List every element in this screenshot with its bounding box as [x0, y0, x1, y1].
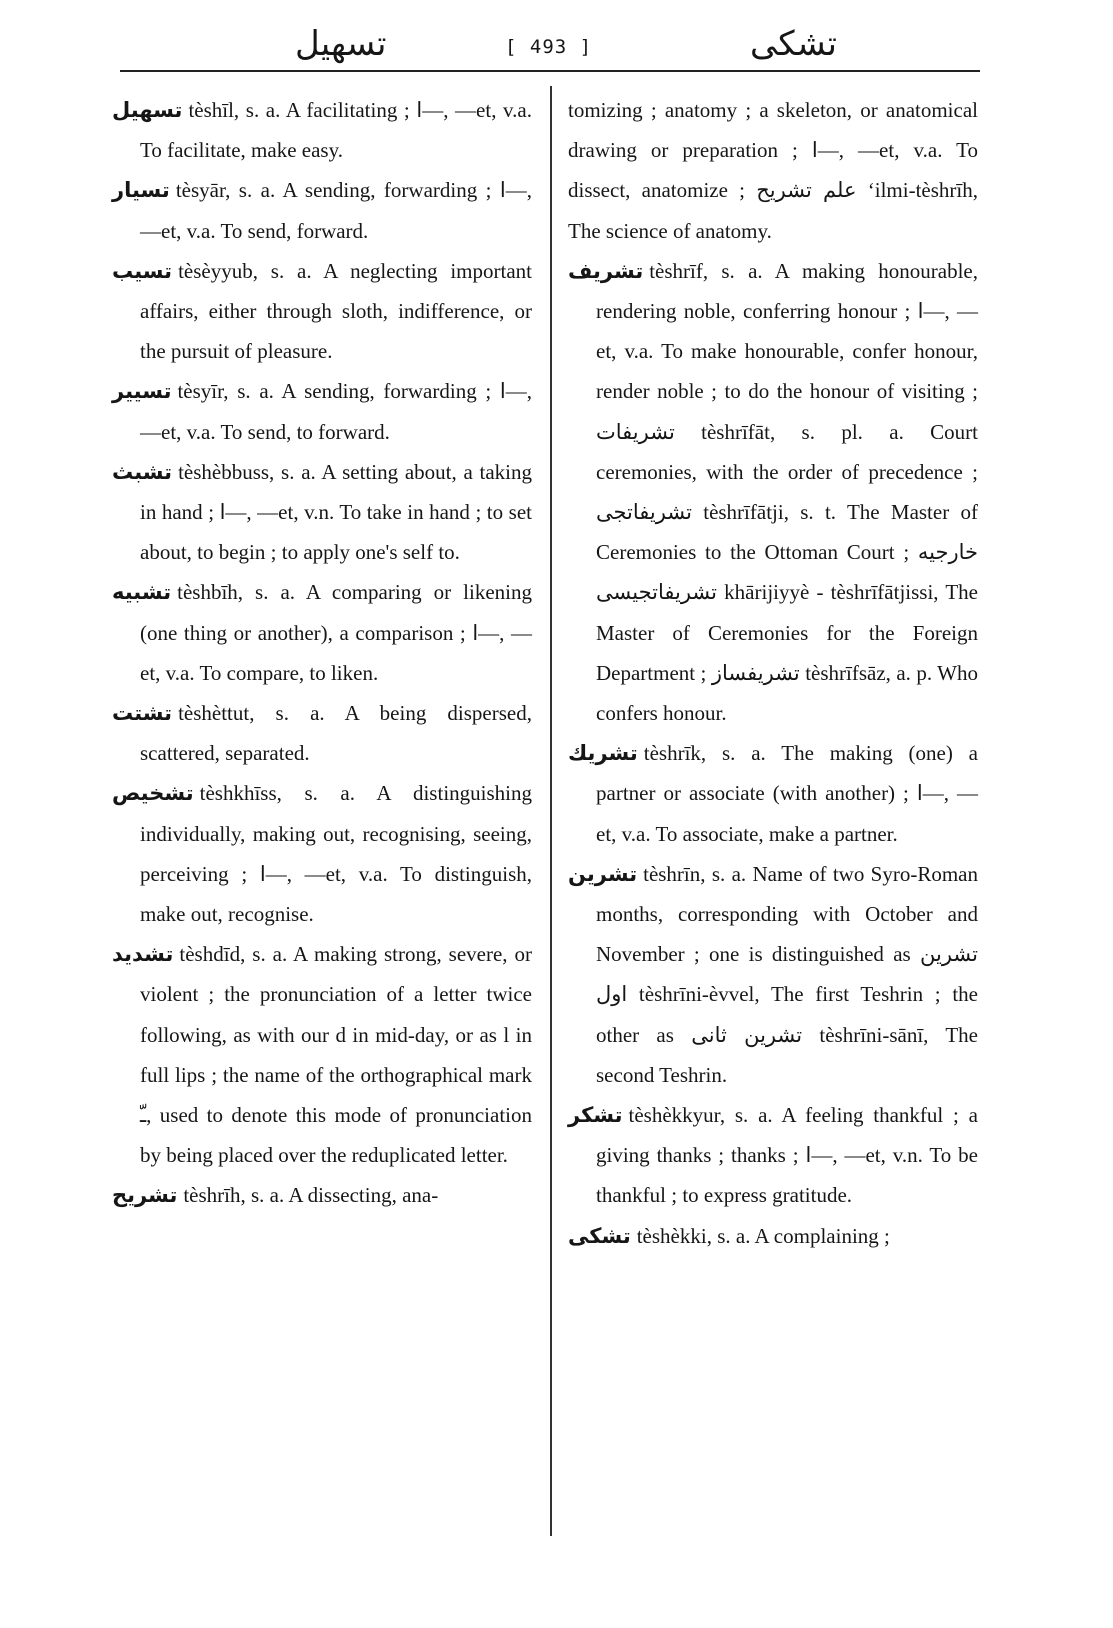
left-running-headword: تسهيل — [295, 24, 387, 64]
entry-teshrih-continued: tomizing ; anatomy ; a skeleton, or anatomical drawing or preparation ; ا—, —et, v.a. To dissect, anatomize ; علم تشريح ʻilmi-tèshrīh, The science of anatomy. — [568, 98, 978, 243]
entry-teshettut: تشتت tèshèttut, s. a. A being dispersed, scattered, separated. — [112, 701, 532, 766]
entry-teshekki: تشكى tèshèkki, s. a. A complaining ; — [568, 1223, 890, 1248]
entry-teshrik: تشريك tèshrīk, s. a. The making (one) a partner or associate (with another) ; ا—, —et, v.a. To associate, make a partner. — [568, 741, 978, 846]
right-running-headword: تشكى — [750, 24, 837, 64]
entry-tesyar: تسيار tèsyār, s. a. A sending, forwarding ; ا—, —et, v.a. To send, forward. — [112, 178, 532, 243]
header-rule — [120, 70, 980, 72]
entry-teshekkyur: تشكر tèshèkkyur, s. a. A feeling thankful ; a giving thanks ; thanks ; ا—, —et, v.n. To be thankful ; to express gratitude. — [568, 1103, 978, 1208]
entry-teshbih: تشبيه tèshbīh, s. a. A comparing or likening (one thing or another), a comparison ; ا—, —et, v.a. To compare, to liken. — [112, 580, 532, 685]
column-divider — [550, 86, 552, 1536]
entry-teseyyub: تسيب tèsèyyub, s. a. A neglecting important affairs, either through sloth, indifference, or the pursuit of pleasure. — [112, 258, 532, 364]
entry-tesyir: تسيير tèsyīr, s. a. A sending, forwarding ; ا—, —et, v.a. To send, to forward. — [112, 379, 532, 444]
entry-teshil: تسهيل tèshīl, s. a. A facilitating ; ا—, —et, v.a. To facilitate, make easy. — [112, 98, 532, 163]
right-column — [568, 90, 978, 1256]
page-number: [ 493 ] — [505, 36, 593, 58]
left-column — [112, 90, 532, 1216]
entry-teshdid: تشديد tèshdīd, s. a. A making strong, severe, or violent ; the pronunciation of a letter twice following, as with our d in mid-day, or as l in full lips ; the name of the orthographical mark ـّ, used to denote this mode of pronunciation by being placed over the reduplicated letter. — [112, 942, 532, 1168]
entry-teshrif: تشريف tèshrīf, s. a. A making honourable, rendering noble, conferring honour ; ا—, —et, v.a. To make honourable, confer honour, render noble ; to do the honour of visiting ; تشريفات tèshrīfāt, s. pl. a. Court ceremonies, with the order of precedence ; تشريفاتجى tèshrīfātji, s. t. The Master of Ceremonies to the Ottoman Court ; خارجيه تشريفاتجيسى khārijiyyè - tèshrīfātjissi, The Master of Ceremonies for the Foreign Department ; تشريفساز tèshrīfsāz, a. p. Who confers honour. — [568, 258, 978, 726]
entry-teshkhiss: تشخيص tèshkhīss, s. a. A distinguishing individually, making out, recognising, seeing, perceiving ; ا—, —et, v.a. To distinguish, make out, recognise. — [112, 781, 533, 927]
entry-teshrin: تشرين tèshrīn, s. a. Name of two Syro-Roman months, corresponding with October and November ; one is distinguished as تشرين اول tèshrīni-èvvel, The first Teshrin ; the other as تشرين ثانى tèshrīni-sānī, The second Teshrin. — [568, 861, 978, 1087]
page-header — [120, 22, 980, 70]
entry-teshrih: تشريح tèshrīh, s. a. A dissecting, ana- — [112, 1183, 439, 1208]
entry-teshebbuss: تشبث tèshèbbuss, s. a. A setting about, a taking in hand ; ا—, —et, v.n. To take in hand ; to set about, to begin ; to apply one's self to. — [112, 459, 532, 565]
